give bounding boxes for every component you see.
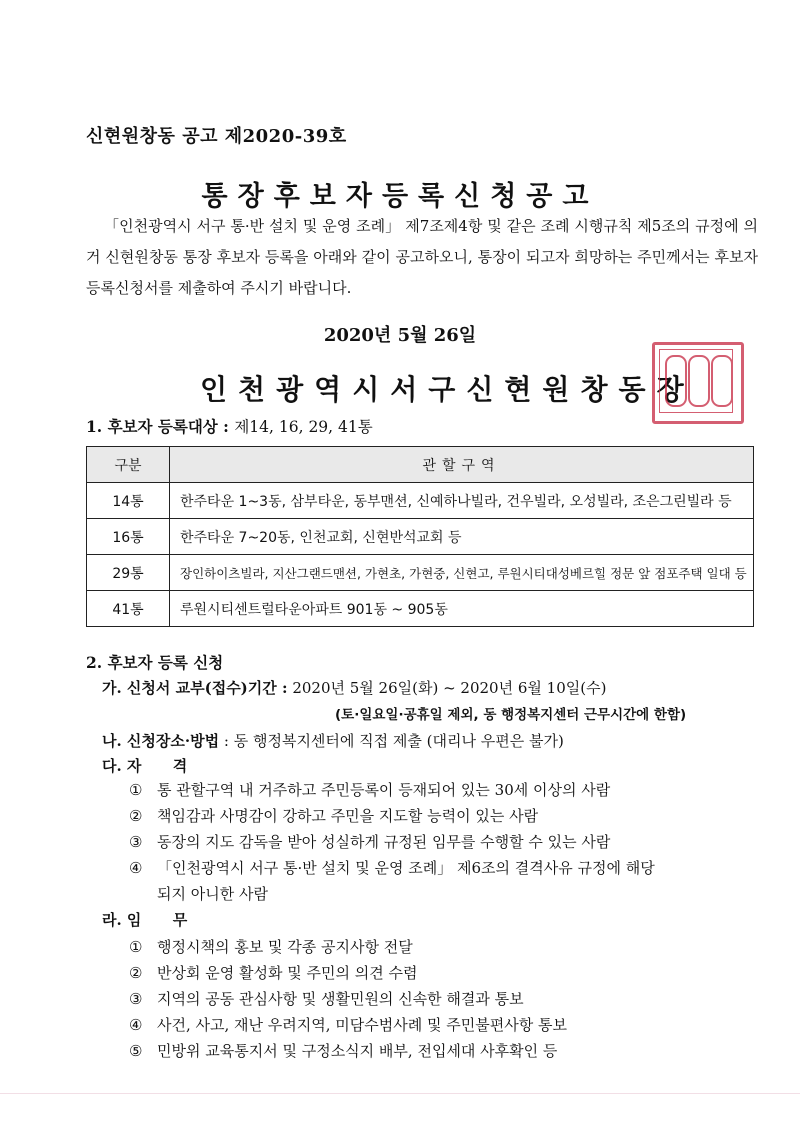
area-cell: 한주타운 1~3동, 삼부타운, 동부맨션, 신예하나빌라, 건우빌라, 오성빌라, 조은그린빌라 등 [170, 483, 754, 519]
section1-label: 1. 후보자 등록대상 : [86, 417, 229, 436]
table-row [87, 555, 754, 591]
item-number: ④ [129, 859, 143, 877]
item-text: 민방위 교육통지서 및 구정소식지 배부, 전입세대 사후확인 등 [157, 1042, 558, 1060]
item-text: 사건, 사고, 재난 우려지역, 미담수범사례 및 주민불편사항 통보 [157, 1016, 567, 1034]
item-number: ⑤ [129, 1042, 143, 1060]
list-item [129, 936, 413, 957]
list-item [129, 988, 524, 1009]
notice-number: 신현원창동 공고 제2020-39호 [86, 126, 347, 147]
item-text: 통 관할구역 내 거주하고 주민등록이 등재되어 있는 30세 이상의 사람 [157, 781, 611, 799]
section2-heading: 2. 후보자 등록 신청 [86, 653, 224, 672]
document-title: 통장후보자등록신청공고 [201, 181, 599, 212]
item-text: 행정시책의 홍보 및 각종 공지사항 전달 [157, 938, 413, 956]
official-seal-icon [652, 342, 744, 424]
table-row [87, 519, 754, 555]
list-item [129, 857, 655, 878]
list-item [129, 805, 538, 826]
period-label: 가. 신청서 교부(접수)기간 : [102, 679, 288, 697]
district-table [86, 446, 754, 627]
place-line [102, 730, 564, 751]
issuer-name: 인천광역시서구신현원창동장 [200, 373, 695, 406]
qualification-heading: 다. 자 격 [102, 757, 188, 775]
item-text: 반상회 운영 활성화 및 주민의 의견 수렴 [157, 964, 418, 982]
list-item [129, 831, 610, 852]
item-number: ② [129, 807, 143, 825]
list-item [129, 1014, 567, 1035]
item-number: ② [129, 964, 143, 982]
item-number: ③ [129, 990, 143, 1008]
table-row [87, 591, 754, 627]
item-text: 책임감과 사명감이 강하고 주민을 지도할 능력이 있는 사람 [157, 807, 539, 825]
column-header-area: 관할구역 [170, 447, 754, 483]
area-cell: 한주타운 7~20동, 인천교회, 신현반석교회 등 [170, 519, 754, 555]
division-cell: 16통 [87, 519, 170, 555]
area-cell: 루원시티센트럴타운아파트 901동 ~ 905동 [170, 591, 754, 627]
item-number: ① [129, 781, 143, 799]
item-text: 「인천광역시 서구 통·반 설치 및 운영 조례」 제6조의 결격사유 규정에 해당 [157, 859, 655, 877]
list-item-continuation: 되지 아니한 사람 [157, 885, 268, 903]
item-number: ① [129, 938, 143, 956]
list-item [129, 1040, 557, 1061]
notice-date: 2020년 5월 26일 [323, 325, 477, 346]
area-cell: 장인하이츠빌라, 지산그랜드맨션, 가현초, 가현중, 신현고, 루원시티대성베르힐 정문 앞 점포주택 일대 등 [170, 555, 754, 591]
duties-heading: 라. 임 무 [102, 911, 188, 929]
list-item [129, 779, 610, 800]
table-header-row [87, 447, 754, 483]
period-line [102, 677, 606, 698]
period-value: 2020년 5월 26일(화) ~ 2020년 6월 10일(수) [292, 679, 607, 697]
item-number: ③ [129, 833, 143, 851]
section1-heading [86, 415, 373, 437]
table-row [87, 483, 754, 519]
list-item [129, 962, 417, 983]
item-text: 지역의 공동 관심사항 및 생활민원의 신속한 해결과 통보 [157, 990, 524, 1008]
section1-value: 제14, 16, 29, 41통 [234, 418, 373, 436]
intro-paragraph: 「인천광역시 서구 통·반 설치 및 운영 조례」 제7조제4항 및 같은 조례 시행규칙 제5조의 규정에 의거 신현원창동 통장 후보자 등록을 아래와 같이 공고하오니, 통장이 되고자 희망하는 주민께서는 후보자 등록신청서를 제출하여 주시기 바랍니다. [86, 217, 758, 297]
division-cell: 41통 [87, 591, 170, 627]
item-number: ④ [129, 1016, 143, 1034]
place-value: : 동 행정복지센터에 직접 제출 (대리나 우편은 불가) [223, 732, 564, 750]
footer-divider [0, 1093, 800, 1094]
division-cell: 29통 [87, 555, 170, 591]
item-text: 동장의 지도 감독을 받아 성실하게 규정된 임무를 수행할 수 있는 사람 [157, 833, 611, 851]
period-note: (토·일요일·공휴일 제외, 동 행정복지센터 근무시간에 한함) [335, 707, 687, 723]
division-cell: 14통 [87, 483, 170, 519]
column-header-division: 구분 [87, 447, 170, 483]
place-label: 나. 신청장소·방법 [102, 732, 220, 750]
